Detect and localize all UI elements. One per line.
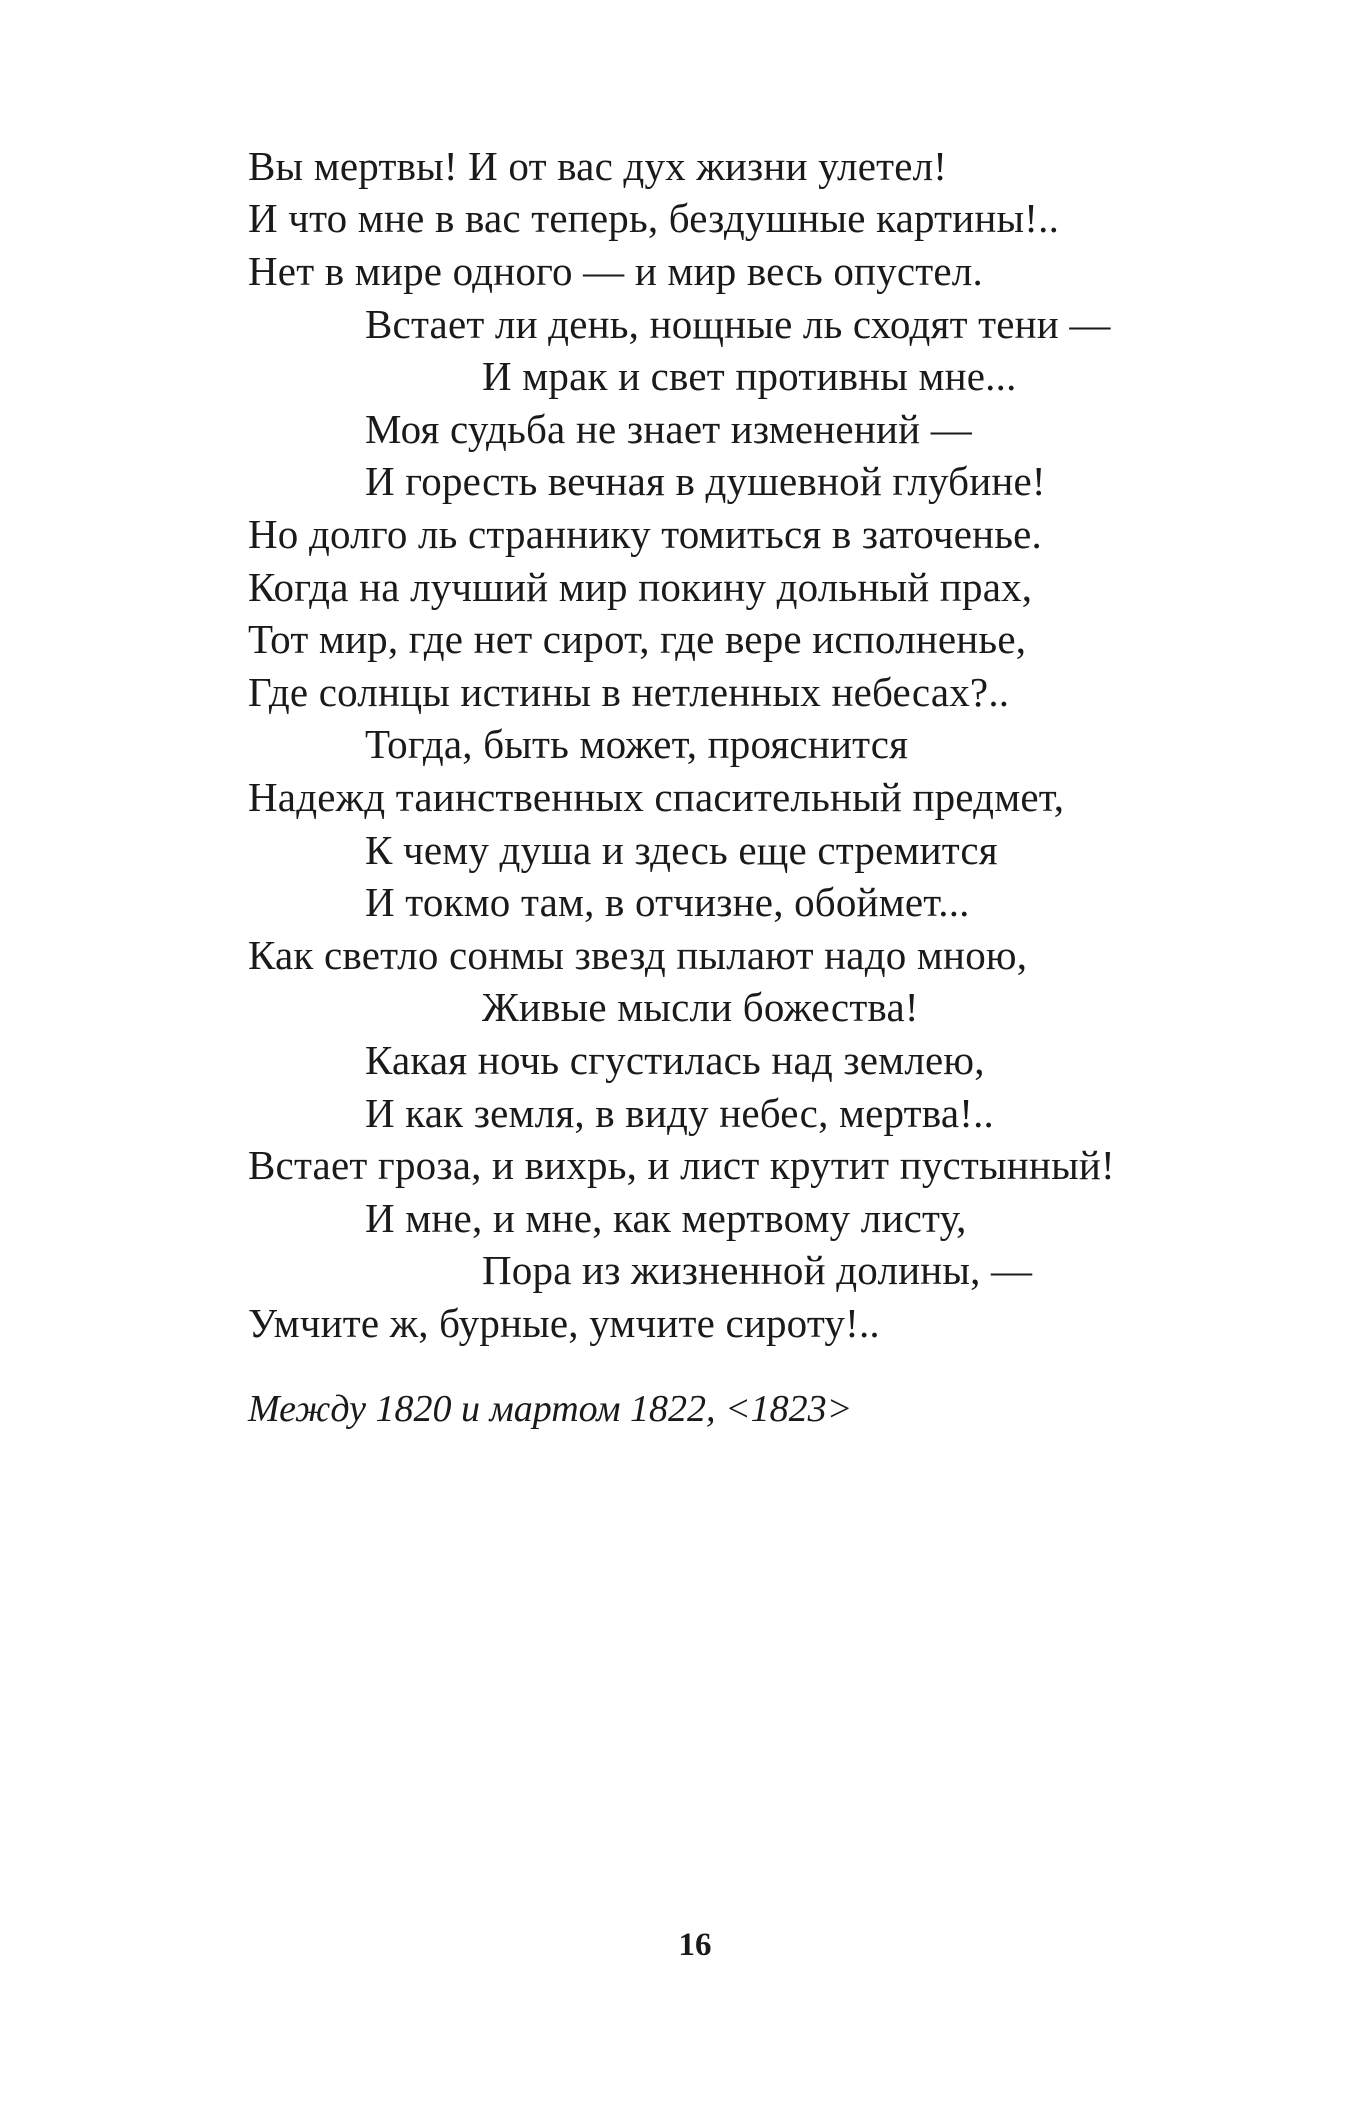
poem-line: К чему душа и здесь еще стремится <box>365 827 998 873</box>
poem-line: Но долго ль страннику томиться в заточенье. <box>248 511 1042 557</box>
poem-line: И как земля, в виду небес, мертва!.. <box>365 1090 994 1136</box>
poem-line: Тот мир, где нет сирот, где вере исполненье, <box>248 616 1027 662</box>
poem-date: Между 1820 и мартом 1822, <1823> <box>248 1388 853 1430</box>
poem-line: Тогда, быть может, прояснится <box>365 721 909 767</box>
poem-line: Нет в мире одного — и мир весь опустел. <box>248 248 983 294</box>
poem-line: Надежд таинственных спасительный предмет, <box>248 774 1065 820</box>
poem-line: Какая ночь сгустилась над землею, <box>365 1037 985 1083</box>
poem-line: Где солнцы истины в нетленных небесах?.. <box>248 669 1010 715</box>
page-number: 16 <box>678 1927 712 1963</box>
poem-line: Пора из жизненной долины, — <box>482 1247 1033 1293</box>
poem-line: И токмо там, в отчизне, обоймет... <box>365 879 970 925</box>
poem-line: Встает ли день, нощные ль сходят тени — <box>365 301 1111 347</box>
poem-line: Умчите ж, бурные, умчите сироту!.. <box>248 1300 880 1346</box>
poem-line: Как светло сонмы звезд пылают надо мною, <box>248 932 1028 978</box>
poem-line: Вы мертвы! И от вас дух жизни улетел! <box>248 143 948 189</box>
poem-line: И что мне в вас теперь, бездушные картины!.. <box>248 195 1060 241</box>
poem-line: И мрак и свет противны мне... <box>482 353 1017 399</box>
poem-line: Моя судьба не знает изменений — <box>365 406 972 452</box>
poem-line: Когда на лучший мир покину дольный прах, <box>248 564 1033 610</box>
poem-line: И горесть вечная в душевной глубине! <box>365 458 1046 504</box>
poem-line: И мне, и мне, как мертвому листу, <box>365 1195 967 1241</box>
poem-line: Встает гроза, и вихрь, и лист крутит пустынный! <box>248 1142 1115 1188</box>
poem-line: Живые мысли божества! <box>482 984 919 1030</box>
